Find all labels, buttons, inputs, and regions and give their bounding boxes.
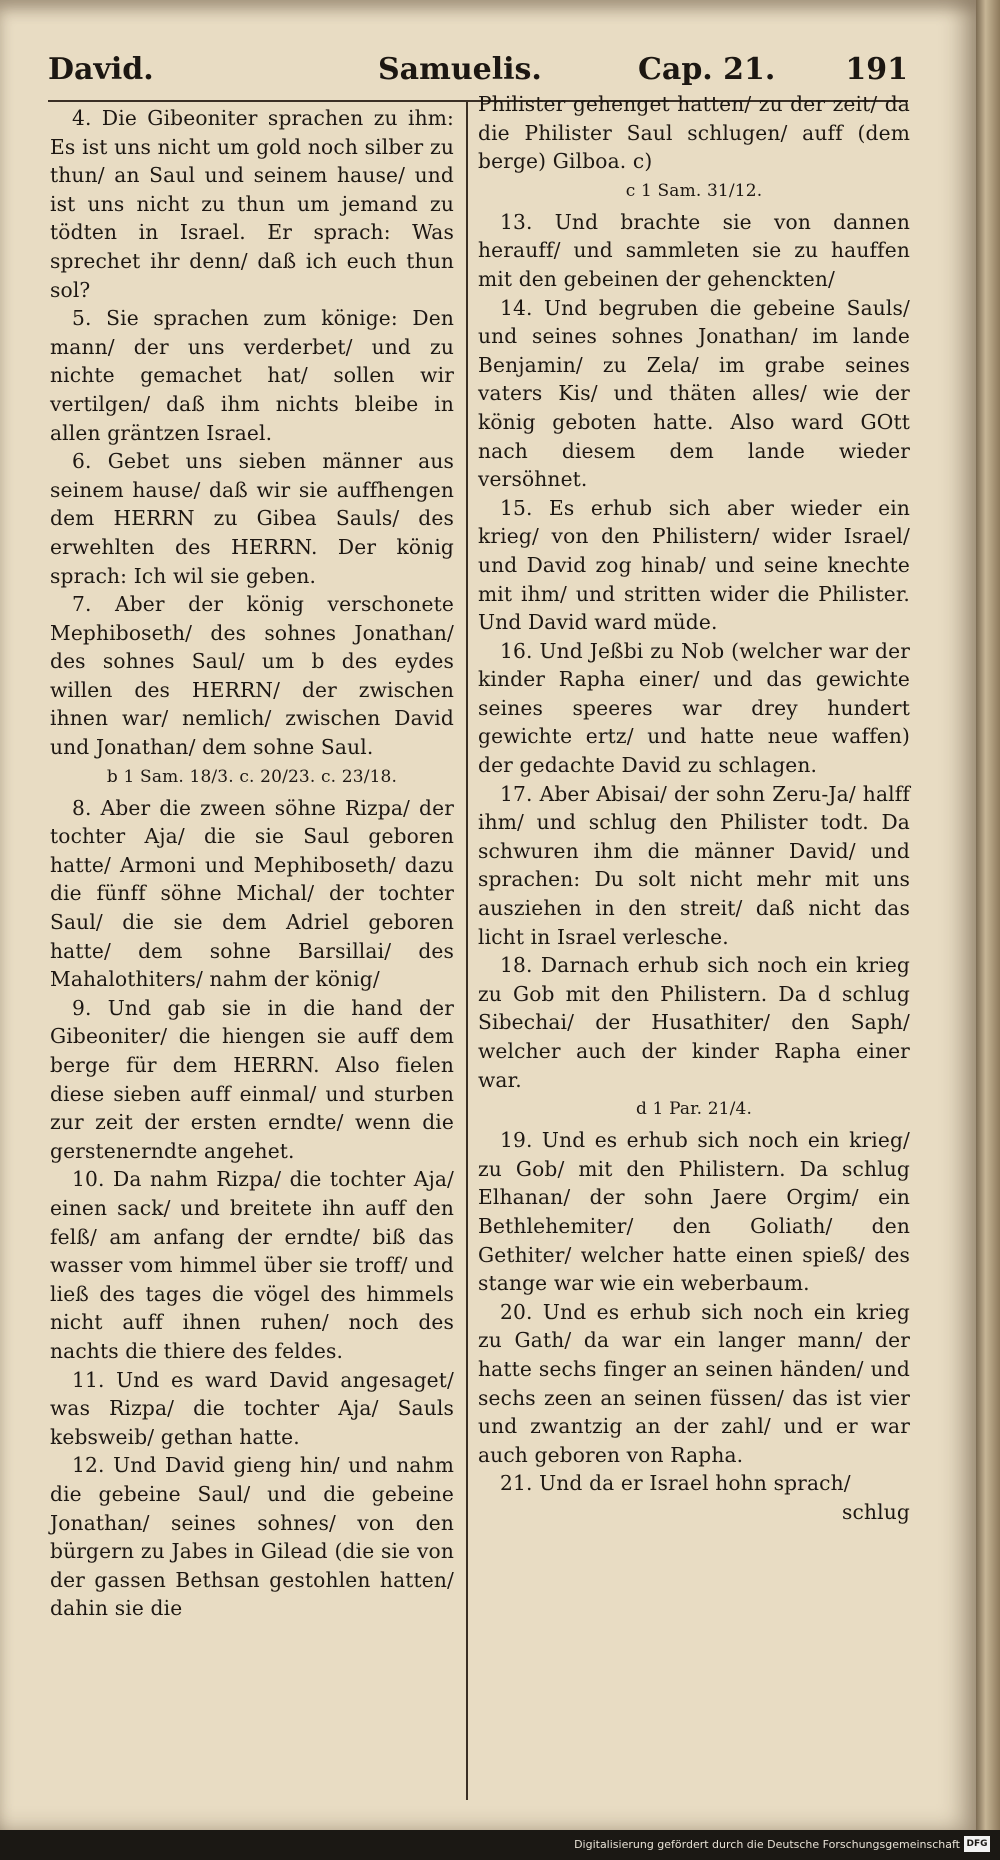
verse-17: 17. Aber Abisai/ der sohn Zeru-Ja/ halff ihm/ und schlug den Philister todt. Da schwuren ihm die männer David/ und sprachen: Du solt nicht mehr mit uns ausziehen in den streit/ daß nicht das licht in Israel verlesche. — [478, 781, 910, 949]
verse-9: 9. Und gab sie in die hand der Gibeoniter/ die hiengen sie auff dem berge für dem HERRN. Also fielen diese sieben auff einmal/ und sturben zur zeit der ersten erndte/ wenn die gerstenerndte angehet. — [50, 995, 454, 1163]
verse-14: 14. Und begruben die gebeine Sauls/ und seines sohnes Jonathan/ im lande Benjamin/ zu Zela/ im grabe seines vaters Kis/ und thäten alles/ wie der könig geboten hatte. Also ward GOtt nach diesem dem lande wieder versöhnet. — [478, 295, 910, 492]
verse-18: 18. Darnach erhub sich noch ein krieg zu Gob mit den Philistern. Da d schlug Sibechai/ der Husathiter/ den Saph/ welcher auch der kinder Rapha einer war. — [478, 953, 910, 1092]
footnote-b: b 1 Sam. 18/3. c. 20/23. c. 23/18. — [106, 766, 398, 787]
digitization-credit: Digitalisierung gefördert durch die Deutsche Forschungsgemeinschaft — [574, 1838, 960, 1851]
verse-6: 6. Gebet uns sieben männer aus seinem hause/ daß wir sie auffhengen dem HERRN zu Gibea Sauls/ des erwehlten des HERRN. Der könig sprach: Ich wil sie geben. — [50, 449, 454, 588]
header-chapter: Cap. 21. — [638, 52, 776, 87]
verse-5: 5. Sie sprachen zum könige: Den mann/ der uns verderbet/ und zu nichte gemachet hat/ sollen wir vertilgen/ daß ihm nichts bleibe in allen gräntzen Israel. — [50, 306, 454, 445]
right-column — [478, 90, 910, 1527]
verse-12: 12. Und David gieng hin/ und nahm die gebeine Saul/ und die gebeine Jonathan/ seines sohnes/ von den bürgern zu Jabes in Gilead (die sie von der gassen Bethsan gestohlen hatten/ dahin sie die — [50, 1453, 454, 1621]
verse-15: 15. Es erhub sich aber wieder ein krieg/ von den Philistern/ wider Israel/ und David zog hinab/ und seine knechte mit ihm/ und stritten wider die Philister. Und David ward müde. — [478, 495, 910, 635]
verse-20: 20. Und es erhub sich noch ein krieg zu Gath/ da war ein langer mann/ der hatte sechs finger an seinen händen/ und sechs zeen an seinen füssen/ das ist vier und zwantzig an der zahl/ und er war auch geboren von Rapha. — [478, 1299, 910, 1467]
footnote-c: c 1 Sam. 31/12. — [625, 180, 763, 201]
left-column — [50, 104, 454, 1623]
footnote-d: d 1 Par. 21/4. — [635, 1099, 753, 1120]
verse-13: 13. Und brachte sie von dannen herauff/ und sammleten sie zu hauffen mit den gebeinen der gehenckten/ — [478, 209, 910, 291]
verse-10: 10. Da nahm Rizpa/ die tochter Aja/ einen sack/ und breitete ihn auff den felß/ am anfang der erndte/ biß das wasser vom himmel über sie troff/ und ließ des tages die vögel des himmels nicht auff ihnen ruhen/ noch des nachts die thiere des feldes. — [50, 1167, 454, 1363]
page-edge — [976, 0, 1000, 1830]
verse-19: 19. Und es erhub sich noch ein krieg/ zu Gob/ mit den Philistern. Da schlug Elhanan/ der sohn Jaere Orgim/ ein Bethlehemiter/ den Goliath/ den Gethiter/ welcher hatte einen spieß/ des stange war wie ein weberbaum. — [478, 1128, 910, 1296]
page-number: 191 — [845, 52, 908, 87]
verse-12-continued: Philister gehenget hatten/ zu der zeit/ da die Philister Saul schlugen/ auff (dem berge) Gilboa. c) — [478, 92, 910, 174]
column-divider — [466, 100, 468, 1800]
verse-4: 4. Die Gibeoniter sprachen zu ihm: Es ist uns nicht um gold noch silber zu thun/ an Saul und seinem hause/ und ist uns nicht zu thun um jemand zu tödten in Israel. Er sprach: Was sprechet ihr denn/ daß ich euch thun sol? — [50, 106, 454, 302]
catchword: schlug — [842, 1499, 910, 1524]
verse-8: 8. Aber die zween söhne Rizpa/ der tochter Aja/ die sie Saul geboren hatte/ Armoni und Mephiboseth/ dazu die fünff söhne Michal/ der tochter Saul/ die sie dem Adriel geboren hatte/ dem sohne Barsillai/ des Mahalothiters/ nahm der könig/ — [50, 795, 454, 992]
dfg-logo: DFG — [964, 1836, 990, 1852]
verse-16: 16. Und Jeßbi zu Nob (welcher war der kinder Rapha einer/ und das gewichte seines speeres war drey hundert gewichte ertz/ und hatte neue waffen) der gedachte David zu schlagen. — [478, 638, 910, 778]
verse-21: 21. Und da er Israel hohn sprach/ — [500, 1471, 851, 1496]
header-title: Samuelis. — [378, 52, 542, 87]
header-left: David. — [48, 52, 154, 87]
verse-7: 7. Aber der könig verschonete Mephiboseth/ des sohnes Jonathan/ des sohnes Saul/ um b des eydes willen des HERRN/ der zwischen ihnen war/ nemlich/ zwischen David und Jonathan/ dem sohne Saul. — [50, 592, 454, 760]
verse-11: 11. Und es ward David angesaget/ was Rizpa/ die tochter Aja/ Sauls kebsweib/ gethan hatte. — [50, 1367, 454, 1449]
